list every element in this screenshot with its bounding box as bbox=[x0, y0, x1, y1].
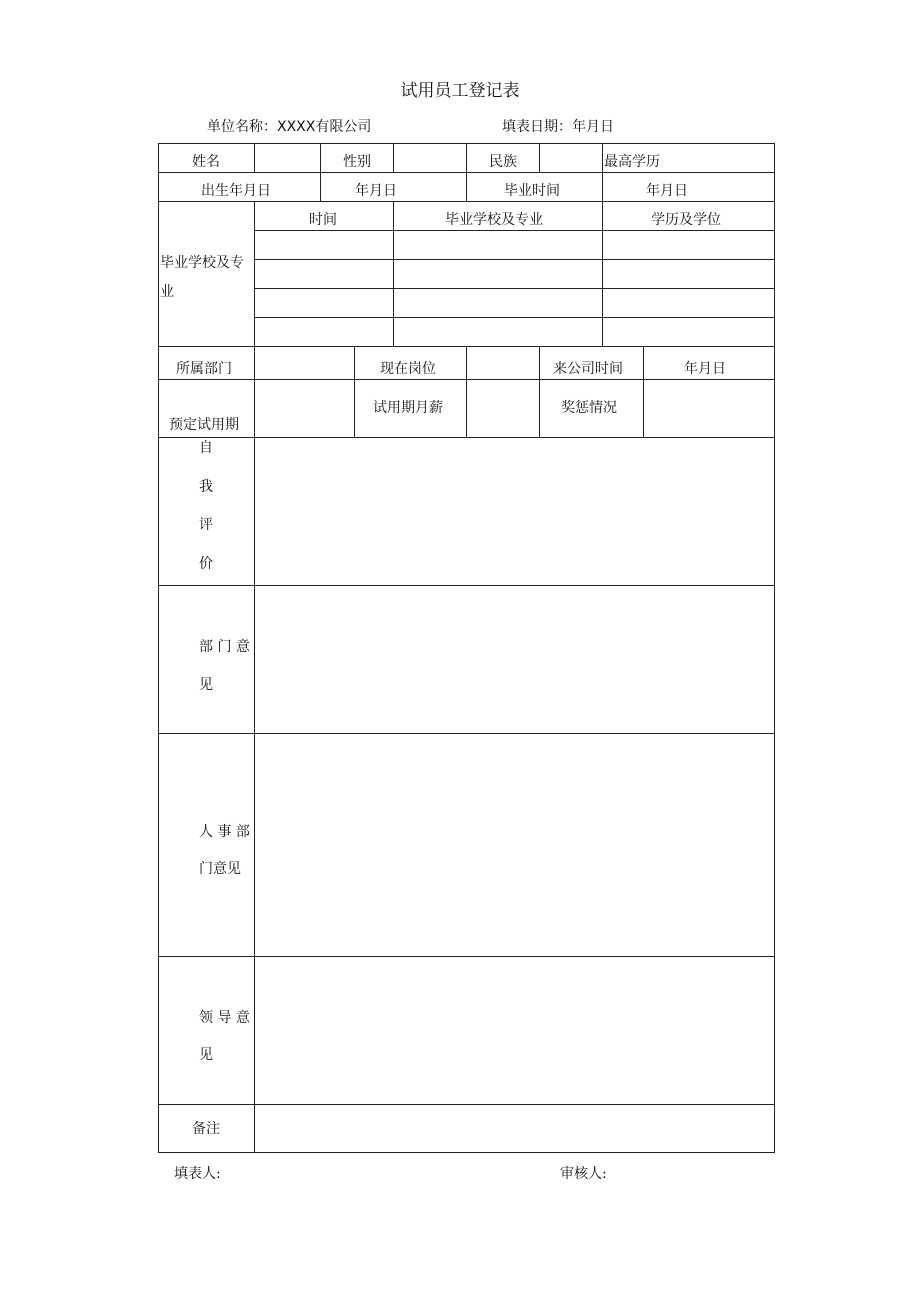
column-divider bbox=[254, 346, 255, 437]
self-evaluation-char-4: 价 bbox=[199, 556, 213, 572]
remarks-label: 备注 bbox=[192, 1121, 220, 1137]
column-divider bbox=[602, 172, 603, 201]
column-divider bbox=[602, 201, 603, 346]
registration-table bbox=[158, 143, 775, 1153]
row-divider bbox=[158, 733, 775, 734]
column-divider bbox=[643, 346, 644, 437]
row-divider bbox=[158, 437, 775, 438]
column-divider bbox=[466, 346, 467, 437]
education-section-label-cont: 业 bbox=[160, 284, 174, 300]
join-time-value: 年月日 bbox=[684, 361, 726, 377]
department-opinion-label: 部 门 意 bbox=[199, 639, 250, 655]
row-divider bbox=[158, 585, 775, 586]
column-divider bbox=[254, 201, 255, 346]
leader-opinion-label: 领 导 意 bbox=[199, 1010, 250, 1026]
department-label: 所属部门 bbox=[176, 361, 232, 377]
graduation-time-value: 年月日 bbox=[646, 183, 688, 199]
column-divider bbox=[466, 172, 467, 201]
column-divider bbox=[539, 346, 540, 437]
education-header-time: 时间 bbox=[309, 212, 337, 228]
birth-date-label: 出生年月日 bbox=[201, 183, 271, 199]
fill-date-label: 填表日期：年月日 bbox=[502, 119, 614, 135]
gender-label: 性别 bbox=[343, 154, 371, 170]
education-header-degree: 学历及学位 bbox=[651, 212, 721, 228]
column-divider bbox=[320, 143, 321, 172]
education-row-divider bbox=[254, 288, 775, 289]
rewards-penalties-label: 奖惩情况 bbox=[561, 400, 617, 416]
column-divider bbox=[393, 201, 394, 346]
row-divider bbox=[158, 1104, 775, 1105]
education-row-divider bbox=[254, 259, 775, 260]
column-divider bbox=[393, 143, 394, 172]
column-divider bbox=[354, 346, 355, 437]
birth-date-value: 年月日 bbox=[355, 183, 397, 199]
education-section-label: 毕业学校及专 bbox=[160, 255, 244, 271]
join-time-label: 来公司时间 bbox=[553, 361, 623, 377]
hr-opinion-label-cont: 门意见 bbox=[199, 861, 241, 877]
column-divider bbox=[602, 143, 603, 172]
self-evaluation-char-3: 评 bbox=[199, 517, 213, 533]
column-divider bbox=[254, 143, 255, 172]
education-row-divider bbox=[254, 230, 775, 231]
hr-opinion-label: 人 事 部 bbox=[199, 824, 250, 840]
graduation-time-label: 毕业时间 bbox=[504, 183, 560, 199]
reviewer-label: 审核人: bbox=[560, 1166, 607, 1182]
column-divider bbox=[320, 172, 321, 201]
probation-salary-label: 试用期月薪 bbox=[373, 400, 443, 416]
current-position-label: 现在岗位 bbox=[380, 361, 436, 377]
form-title: 试用员工登记表 bbox=[400, 81, 520, 101]
row-divider bbox=[158, 201, 775, 202]
education-header-school: 毕业学校及专业 bbox=[445, 212, 543, 228]
education-row-divider bbox=[254, 317, 775, 318]
column-divider bbox=[539, 143, 540, 172]
department-opinion-label-cont: 见 bbox=[199, 677, 213, 693]
row-divider bbox=[158, 956, 775, 957]
column-divider bbox=[466, 143, 467, 172]
self-evaluation-char-2: 我 bbox=[199, 479, 213, 495]
name-label: 姓名 bbox=[192, 154, 220, 170]
probation-period-label: 预定试用期 bbox=[169, 417, 239, 433]
filler-label: 填表人: bbox=[174, 1166, 221, 1182]
self-evaluation-char-1: 自 bbox=[199, 440, 213, 456]
company-name-label: 单位名称：XXXX有限公司 bbox=[207, 119, 372, 135]
education-level-label: 最高学历 bbox=[604, 154, 660, 170]
leader-opinion-label-cont: 见 bbox=[199, 1047, 213, 1063]
column-divider bbox=[254, 437, 255, 1153]
ethnicity-label: 民族 bbox=[489, 154, 517, 170]
